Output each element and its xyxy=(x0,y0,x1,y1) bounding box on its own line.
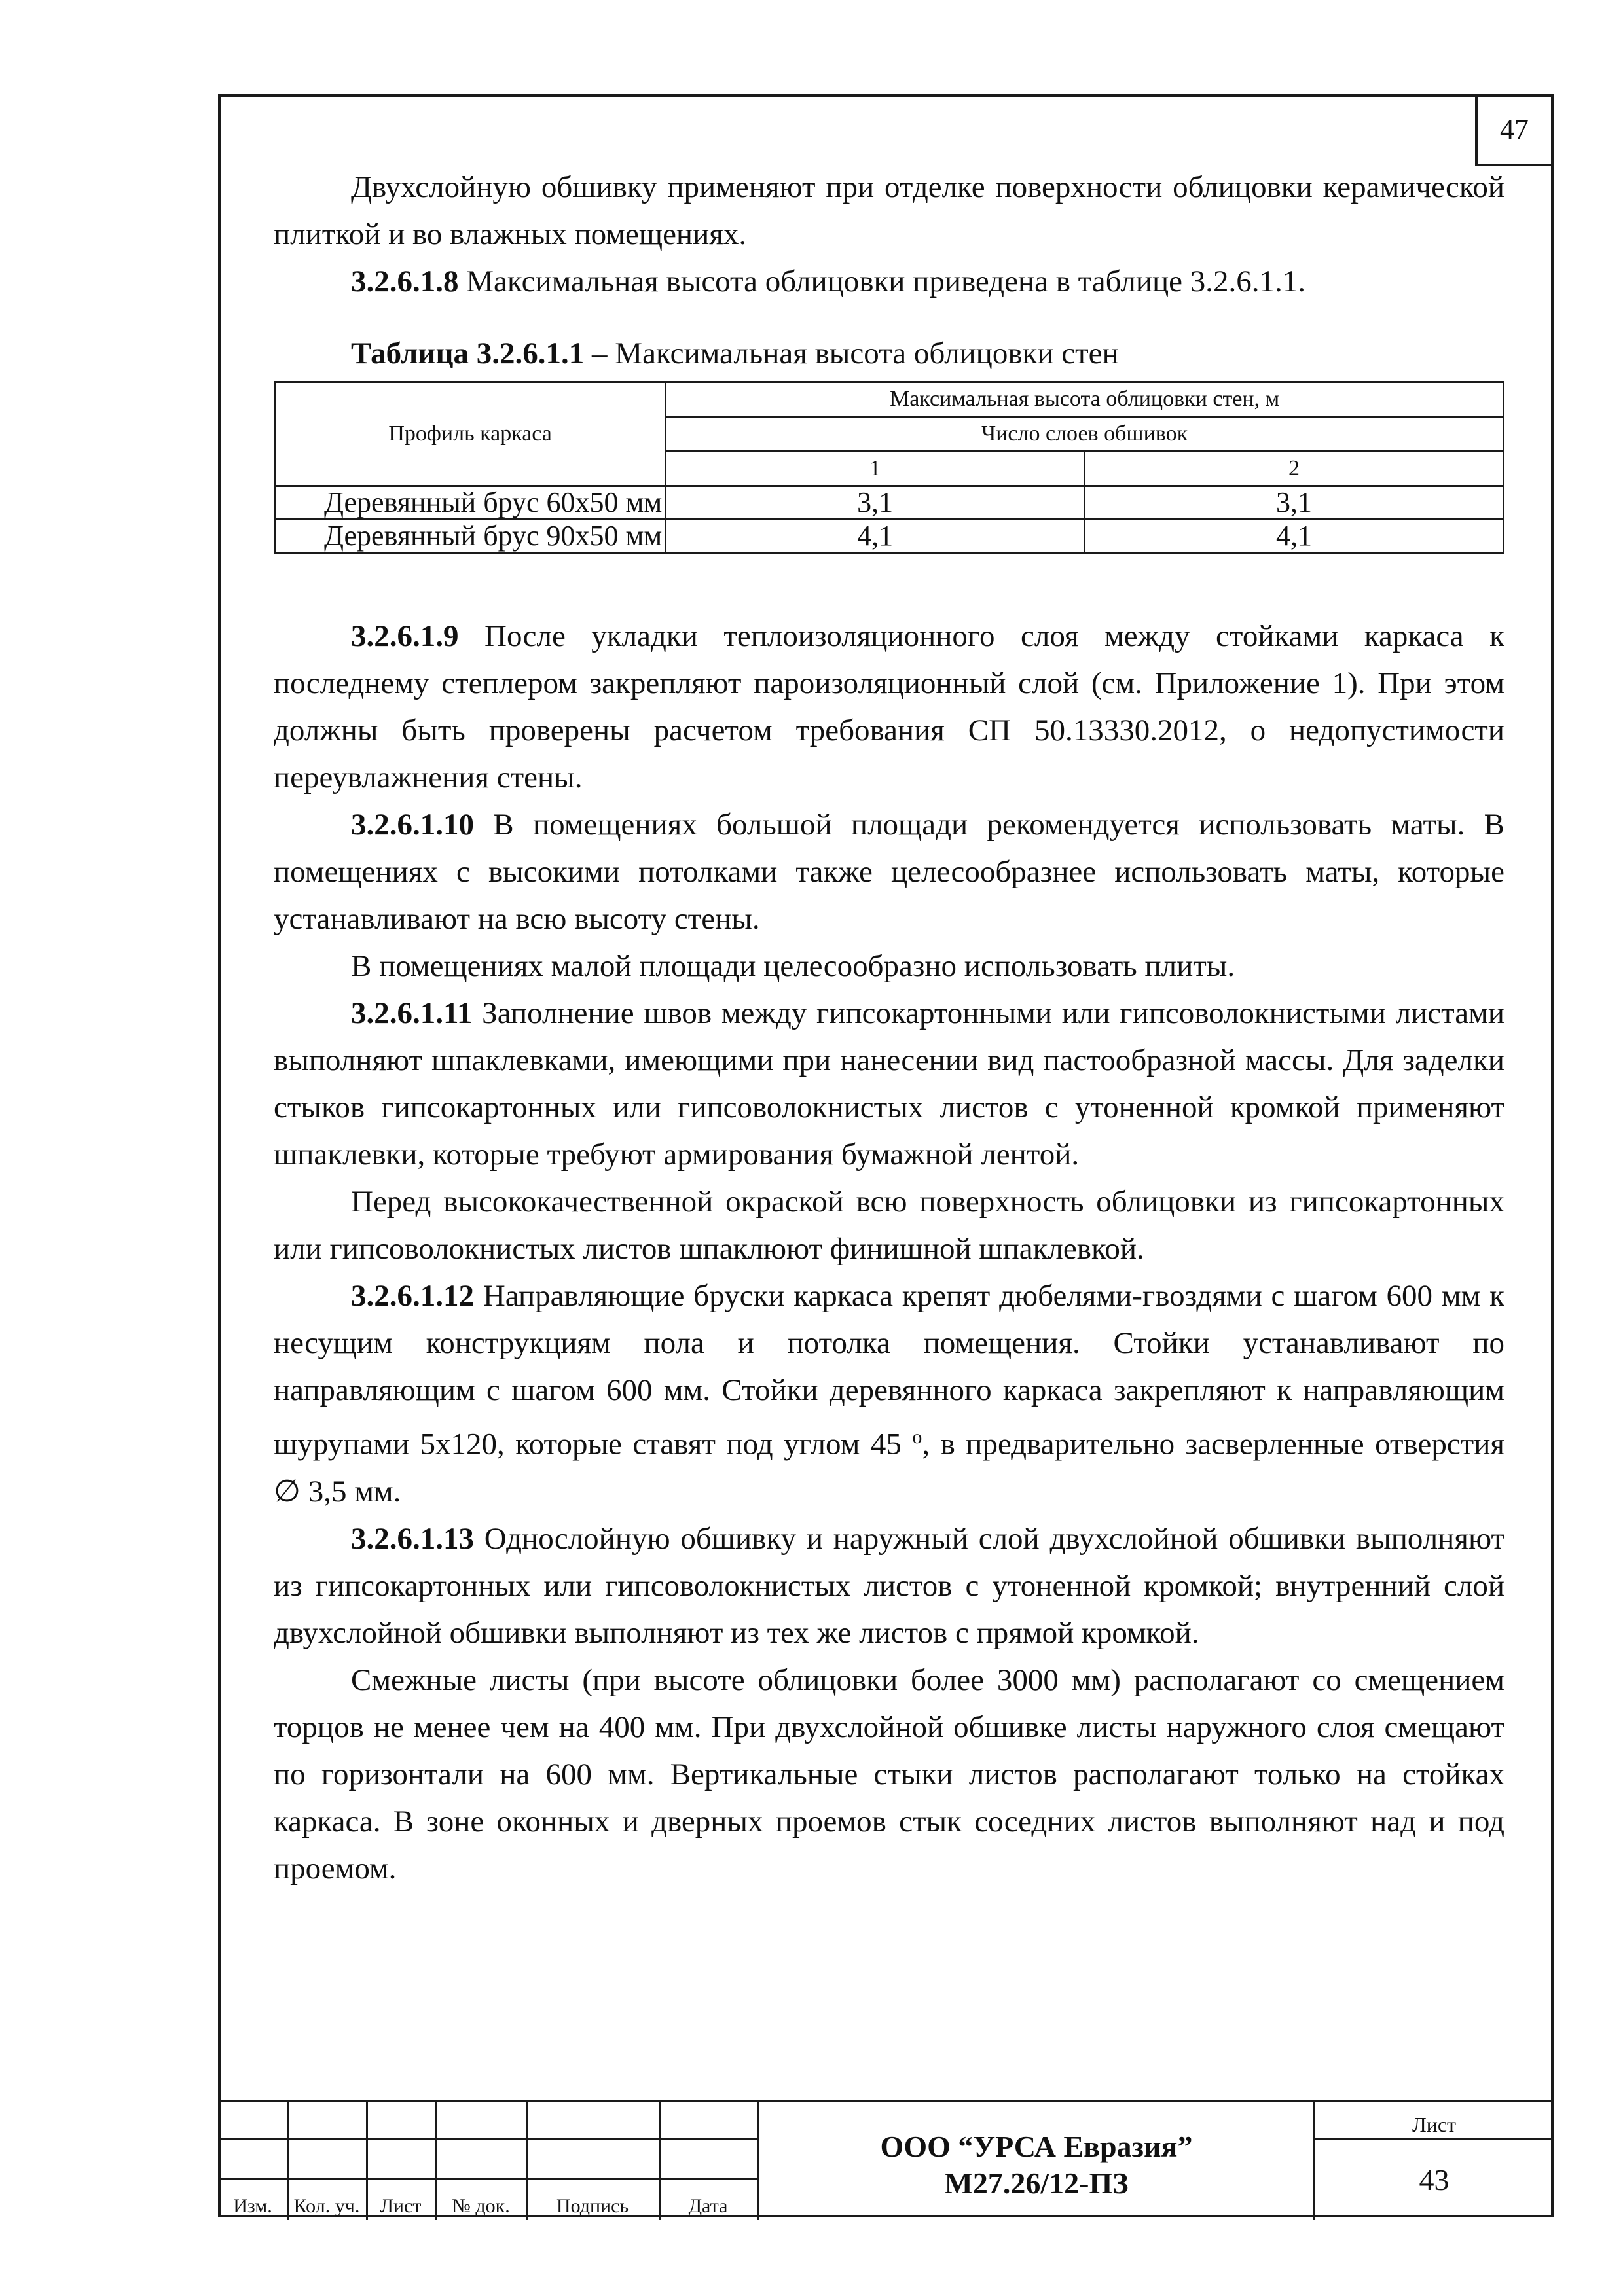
org-and-code xyxy=(761,2128,1311,2202)
table-row xyxy=(275,520,1504,553)
degree-sign: о xyxy=(912,1426,922,1448)
paragraph xyxy=(274,258,1504,305)
table-caption xyxy=(274,330,1504,377)
paragraph-text: Заполнение швов между гипсокартонными или гипсоволокнистыми листами выполняют шпаклевками, имеющими при нанесении вид пастообразной массы. Для заделки стыков гипсокартонных или гипсоволокнистых листов с утоненной кромкой применяют шпаклевки, которые требуют армирования бумажной лентой. xyxy=(274,996,1504,1172)
paragraph: Двухслойную обшивку применяют при отделке поверхности облицовки керамической плиткой и во влажных помещениях. xyxy=(274,170,1504,251)
stamp-label-qty: Кол. уч. xyxy=(293,2195,360,2217)
document-code: М27.26/12-ПЗ xyxy=(944,2166,1129,2200)
table-cell: Деревянный брус 60х50 мм xyxy=(275,486,666,520)
table-header-height: Максимальная высота облицовки стен, м xyxy=(666,382,1504,417)
table-cell: 4,1 xyxy=(666,520,1085,553)
org-name: ООО “УРСА Евразия” xyxy=(880,2130,1193,2163)
section-number: 3.2.6.1.8 xyxy=(351,264,459,298)
section-number: 3.2.6.1.9 xyxy=(351,619,459,653)
paragraph-text: Максимальная высота облицовки приведена в таблице 3.2.6.1.1. xyxy=(458,264,1305,298)
paragraph-text: Направляющие бруски каркаса крепят дюбелями-гвоздями с шагом 600 мм к несущим конструкциям пола и потолка помещения. Стойки устанавливают по направляющим с шагом 600 мм. Стойки деревянного каркаса закрепляют к направляющим шурупами 5х120, которые ставят под углом 45 xyxy=(274,1279,1504,1462)
table-cell: 3,1 xyxy=(1085,486,1504,520)
table-header-col-1: 1 xyxy=(666,452,1085,486)
height-table xyxy=(274,381,1504,554)
page-number: 47 xyxy=(1475,94,1554,166)
paragraph: Перед высококачественной окраской всю поверхность облицовки из гипсокартонных или гипсоволокнистых листов шпаклюют финишной шпаклевкой. xyxy=(274,1185,1504,1266)
document-body xyxy=(274,164,1504,1892)
paragraph-text: В помещениях большой площади рекомендуется использовать маты. В помещениях с высокими потолками также целесообразнее использовать маты, которые устанавливают на всю высоту стены. xyxy=(274,808,1504,936)
section-number: 3.2.6.1.11 xyxy=(351,996,473,1030)
paragraph xyxy=(274,990,1504,1178)
paragraph: Смежные листы (при высоте облицовки более 3000 мм) располагают со смещением торцов не менее чем на 400 мм. При двухслойной обшивке листы наружного слоя смещают по горизонтали на 600 мм. Вертикальные стыки листов располагают только на стойках каркаса. В зоне оконных и дверных проемов стык соседних листов выполняют над и под проемом. xyxy=(274,1662,1504,1886)
table-caption-number: Таблица 3.2.6.1.1 xyxy=(351,336,585,370)
paragraph xyxy=(274,801,1504,942)
table-header-col-2: 2 xyxy=(1085,452,1504,486)
section-number: 3.2.6.1.13 xyxy=(351,1521,474,1556)
stamp-label-doc: № док. xyxy=(452,2195,510,2217)
paragraph: В помещениях малой площади целесообразно использовать плиты. xyxy=(351,949,1235,983)
table-cell: Деревянный брус 90х50 мм xyxy=(275,520,666,553)
table-row xyxy=(275,486,1504,520)
table-header-layers: Число слоев обшивок xyxy=(666,417,1504,452)
section-number: 3.2.6.1.12 xyxy=(351,1279,474,1313)
stamp-label-date: Дата xyxy=(688,2195,728,2217)
paragraph-text: После укладки теплоизоляционного слоя между стойками каркаса к последнему степлером закрепляют пароизоляционный слой (см. Приложение 1). При этом должны быть проверены расчетом требования СП 50.13330.2012, о недопустимости переувлажнения стены. xyxy=(274,619,1504,795)
table-header-profile: Профиль каркаса xyxy=(275,382,666,486)
title-block xyxy=(218,2100,1554,2220)
section-number: 3.2.6.1.10 xyxy=(351,808,474,842)
stamp-label-signature: Подпись xyxy=(556,2195,629,2217)
paragraph xyxy=(274,1272,1504,1515)
sheet-number: 43 xyxy=(1419,2163,1450,2197)
table-caption-text: – Максимальная высота облицовки стен xyxy=(584,336,1119,370)
table-cell: 4,1 xyxy=(1085,520,1504,553)
stamp-label-change: Изм. xyxy=(233,2195,272,2217)
paragraph xyxy=(274,613,1504,801)
stamp-label-sheet: Лист xyxy=(380,2195,422,2217)
table-cell: 3,1 xyxy=(666,486,1085,520)
sheet-label: Лист xyxy=(1412,2113,1456,2136)
paragraph xyxy=(274,1515,1504,1657)
paragraph-text: , в предварительно засверленные отверстия ∅ 3,5 мм. xyxy=(274,1427,1504,1509)
paragraph-text: Однослойную обшивку и наружный слой двухслойной обшивки выполняют из гипсокартонных или гипсоволокнистых листов с утоненной кромкой; внутренний слой двухслойной обшивки выполняют из тех же листов с прямой кромкой. xyxy=(274,1521,1504,1650)
